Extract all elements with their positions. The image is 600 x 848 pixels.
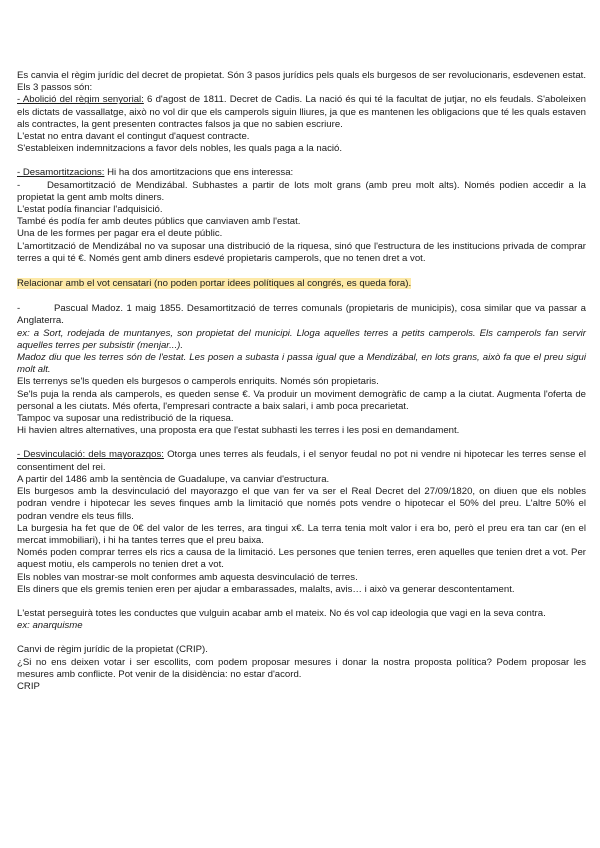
- madoz-line-10: Els terrenys se'ls queden els burgesos o camperols enriquits. Només són propietaris.: [17, 376, 379, 388]
- madoz-line-12: Tampoc va suposar una redistribució de la riquesa.: [17, 413, 234, 425]
- senyorial-heading: - Abolició del règim senyorial:: [17, 94, 144, 106]
- crip-label: CRIP: [17, 680, 40, 692]
- madoz-text: Pascual Madoz. 1 maig 1855. Desamortització de terres comunals (propietaris de municipis), cosa similar que va passar a Anglaterra.: [17, 303, 586, 327]
- desvinc-text: Otorga unes terres als feudals, i el senyor feudal no pot ni vendre ni hipotecar les terres sense el consentiment del rei.: [17, 449, 586, 473]
- desvinc-line-6: Els nobles van mostrar-se molt conformes amb aquesta desvinculació de terres.: [17, 571, 358, 583]
- mendizabal-paragraph: [17, 180, 586, 204]
- desamort-heading: - Desamortitzacions:: [17, 167, 105, 179]
- mendizabal-text: Desamortització de Mendizábal. Subhastes a partir de lots molt grans (amb preu molt alts). Només podien accedir a la propietat la gent amb molts diners.: [17, 179, 586, 203]
- senyorial-paragraph: [17, 94, 586, 131]
- madoz-line-13: Hi havien altres alternatives, una proposta era que l'estat subhasti les terres i les posi en demandament.: [17, 425, 460, 437]
- madoz-example-2: Madoz diu que les terres són de l'estat. Les posen a subasta i passa igual que a Mendizábal, en lots grans, això fa que el preu sigui molt alt.: [17, 352, 586, 376]
- crip-paragraph: Canvi de règim jurídic de la propietat (CRIP).: [17, 644, 208, 656]
- desvinc-line-7: Els diners que els gremis tenien eren per ajudar a embarassades, malalts, avis… i això va generar descontentament.: [17, 583, 515, 595]
- desamort-line-6: L'amortització de Mendizábal no va suposar una distribució de la riquesa, sinó que l'estructura de les institucions privada de comprar terres a qui té €. Només gent amb diners esdevé propietaris camperols, que no tenen dret a vot.: [17, 240, 586, 264]
- closing-paragraph: L'estat perseguirà totes les conductes que vulguin acabar amb el mateix. No és vol cap ideologia que vagi en la seva contra.: [17, 607, 546, 619]
- question-paragraph: ¿Si no ens deixen votar i ser escollits, com podem proposar mesures i donar la nostra proposta política? Podem proposar les mesures amb conflicte. Pot venir de la disidència: no estar d'acord.: [17, 656, 586, 680]
- madoz-line-11: Se'ls puja la renda als camperols, es queden sense €. Va produir un moviment demogràfic de camp a la ciutat. Augmenta l'oferta de personal a les ciutats. Més oferta, l'empresari contracte a baix salari, i amb poca precarietat.: [17, 388, 586, 412]
- desamort-line-3: L'estat podía financiar l'adquisició.: [17, 204, 163, 216]
- highlight-text: Relacionar amb el vot censatari (no poden portar idees polítiques al congrés, es queda fora).: [17, 278, 412, 290]
- intro-paragraph: Es canvia el règim jurídic del decret de propietat. Són 3 pasos jurídics pels quals els burgesos de ser revolucionaris, esdevenen estat.: [17, 70, 587, 81]
- desvinc-line-5: Només poden comprar terres els rics a causa de la limitació. Les persones que tenien terres, eren aquelles que tenien dret a vot. Per aquest motiu, els camperols no tenien dret a vot.: [17, 547, 586, 571]
- desvinc-heading: - Desvinculació: dels mayorazgos:: [17, 449, 164, 461]
- senyorial-text: 6 d'agost de 1811. Decret de Cadis. La nació és qui té la facultat de jutjar, no els feudals. S'aboleixen els dictats de vassallatge, això no vol dir que els camperols siguin lliures, ja que es mantenen les obligacions que té les quals estaven als contractes, la gent presenten contractes falsos ja que no sabien escriure.: [17, 94, 586, 130]
- mendizabal-dash: -: [17, 179, 21, 191]
- desvinc-line-4: La burgesia ha fet que de 0€ del valor de les terres, ara tingui x€. La terra tenia molt valor i era bo, però el preu era tan car (en el mercat immobiliari), i hi ha tantes terres que el preu baixa.: [17, 522, 586, 546]
- madoz-paragraph: [17, 303, 586, 327]
- highlight-paragraph: [17, 278, 586, 290]
- senyorial-line-2: L'estat no entra davant el contingut d'aquest contracte.: [17, 131, 250, 143]
- desamort-paragraph: [17, 167, 586, 179]
- desamort-line-5: Una de les formes per pagar era el deute públic.: [17, 228, 223, 240]
- madoz-dash: -: [17, 303, 21, 315]
- madoz-example-1: ex: a Sort, rodejada de muntanyes, son propietat del municipi. Lloga aquelles terres a petits camperols. Els camperols fan servir aquelles terres per subsistir (menjar...).: [17, 327, 586, 351]
- senyorial-line-3: S'estableixen indemnitzacions a favor dels nobles, les quals paga a la nació.: [17, 143, 343, 155]
- intro-steps-label: Els 3 passos són:: [17, 82, 93, 94]
- desvinc-line-3: Els burgesos amb la desvinculació del mayorazgo el que van fer va ser el Real Decret del 27/09/1820, on diuen que els nobles podran vendre i hipotecar les seves finques amb la limitació que només pots vendre o hipotecar el 50% del preu. L'altre 50% el podran vendre els teus fills.: [17, 486, 586, 522]
- desamort-line-4: També és podía fer amb deutes públics que canviaven amb l'estat.: [17, 216, 301, 228]
- closing-example: ex: anarquisme: [17, 620, 83, 632]
- desamort-text: Hi ha dos amortitzacions que ens interessa:: [104, 167, 294, 179]
- desvinc-line-2: A partir del 1486 amb la sentència de Guadalupe, va canviar d'estructura.: [17, 473, 330, 485]
- desvinc-paragraph: [17, 449, 586, 473]
